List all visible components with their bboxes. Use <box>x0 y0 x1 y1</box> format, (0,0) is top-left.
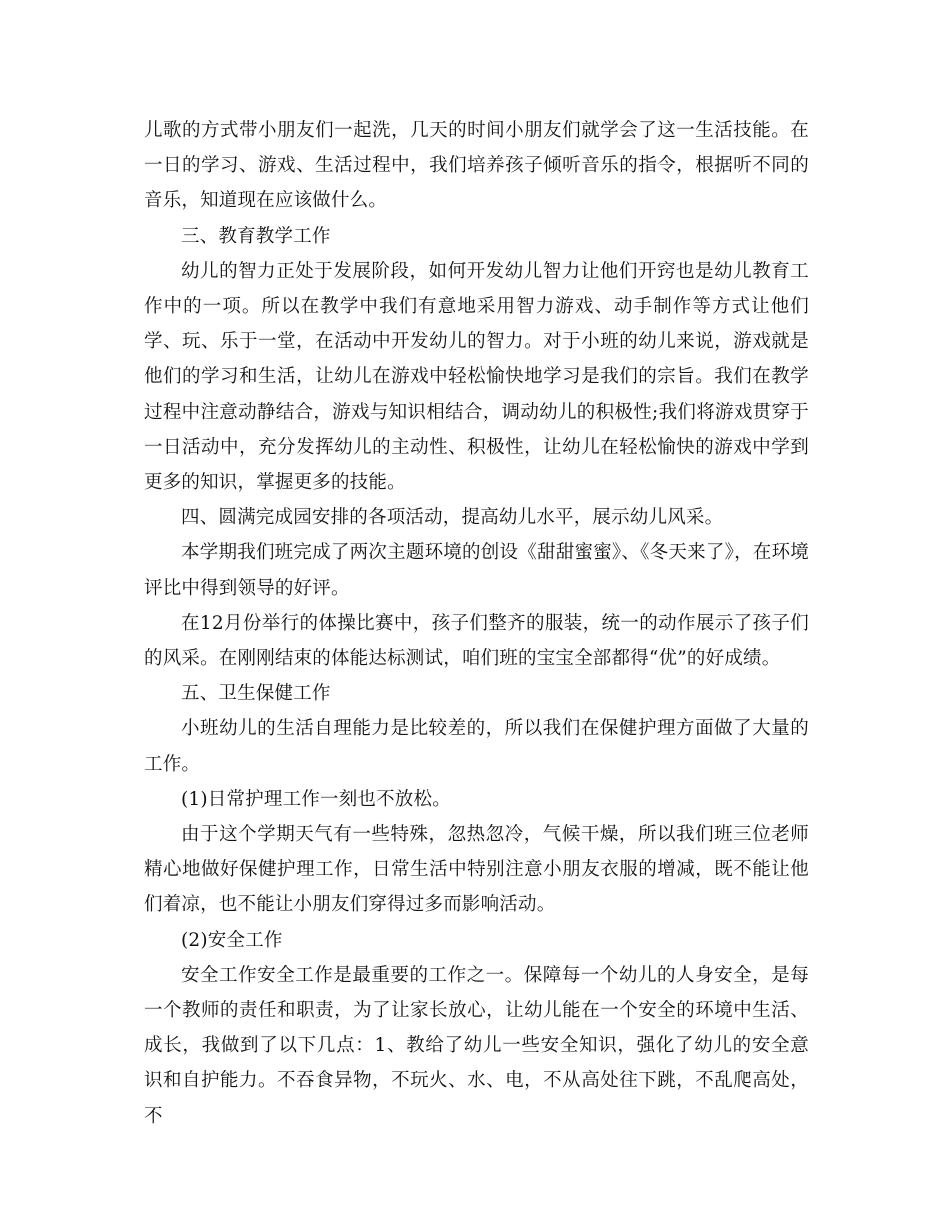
subheading-safety: (2)安全工作 <box>181 929 283 951</box>
section-heading-teaching: 三、教育教学工作 <box>181 225 331 247</box>
paragraph-health-intro: 小班幼儿的生活自理能力是比较差的，所以我们在保健护理方面做了大量的工作。 <box>144 718 809 775</box>
paragraph-daily-care: 由于这个学期天气有一些特殊，忽热忽冷，气候干燥，所以我们班三位老师精心地做好保健护理工作，日常生活中特别注意小朋友衣服的增减，既不能让他们着凉，也不能让小朋友们穿得过多而影响活动。 <box>144 824 809 916</box>
paragraph-gymnastics: 在12月份举行的体操比赛中，孩子们整齐的服装，统一的动作展示了孩子们的风采。在刚刚结束的体能达标测试，咱们班的宝宝全部都得“优”的好成绩。 <box>144 612 809 670</box>
paragraph-continuation: 儿歌的方式带小朋友们一起洗，几天的时间小朋友们就学会了这一生活技能。在一日的学习、游戏、生活过程中，我们培养孩子倾听音乐的指令，根据听不同的音乐，知道现在应该做什么。 <box>144 120 809 212</box>
document-body <box>144 113 809 1134</box>
section-heading-health: 五、卫生保健工作 <box>181 683 331 705</box>
subheading-daily-care: (1)日常护理工作一刻也不放松。 <box>181 788 451 810</box>
paragraph-teaching: 幼儿的智力正处于发展阶段，如何开发幼儿智力让他们开窍也是幼儿教育工作中的一项。所以在教学中我们有意地采用智力游戏、动手制作等方式让他们学、玩、乐于一堂，在活动中开发幼儿的智力。对于小班的幼儿来说，游戏就是他们的学习和生活，让幼儿在游戏中轻松愉快地学习是我们的宗旨。我们在教学过程中注意动静结合，游戏与知识相结合，调动幼儿的积极性;我们将游戏贯穿于一日活动中，充分发挥幼儿的主动性、积极性，让幼儿在轻松愉快的游戏中学到更多的知识，掌握更多的技能。 <box>144 260 809 494</box>
paragraph-environment: 本学期我们班完成了两次主题环境的创设《甜甜蜜蜜》、《冬天来了》，在环境评比中得到领导的好评。 <box>144 542 809 599</box>
paragraph-safety: 安全工作安全工作是最重要的工作之一。保障每一个幼儿的人身安全，是每一个教师的责任和职责，为了让家长放心，让幼儿能在一个安全的环境中生活、成长，我做到了以下几点：1、教给了幼儿一些安全知识，强化了幼儿的安全意识和自护能力。不吞食异物，不玩火、水、电，不从高处往下跳，不乱爬高处，不 <box>144 964 809 1127</box>
section-heading-activities: 四、圆满完成园安排的各项活动，提高幼儿水平，展示幼儿风采。 <box>181 507 724 529</box>
